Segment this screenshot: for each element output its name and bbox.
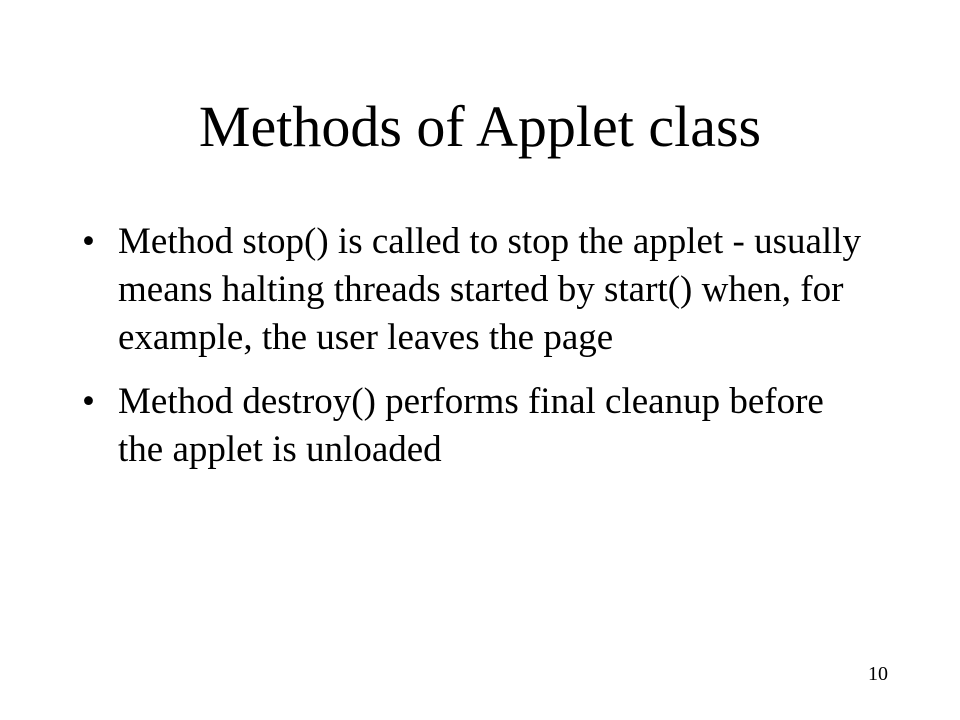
bullet-item-destroy (72, 378, 872, 474)
bullet-text: Method stop() is called to stop the applet - usually means halting threads started by start() when, for example, the user leaves the page (118, 221, 861, 358)
bullet-text: Method destroy() performs final cleanup before the applet is unloaded (118, 381, 824, 470)
bullet-list (72, 218, 872, 490)
bullet-item-stop (72, 218, 872, 362)
slide-title: Methods of Applet class (198, 94, 762, 159)
slide-page-number: 10 (868, 663, 888, 685)
bullet-marker: • (82, 221, 95, 262)
bullet-marker: • (82, 381, 95, 422)
